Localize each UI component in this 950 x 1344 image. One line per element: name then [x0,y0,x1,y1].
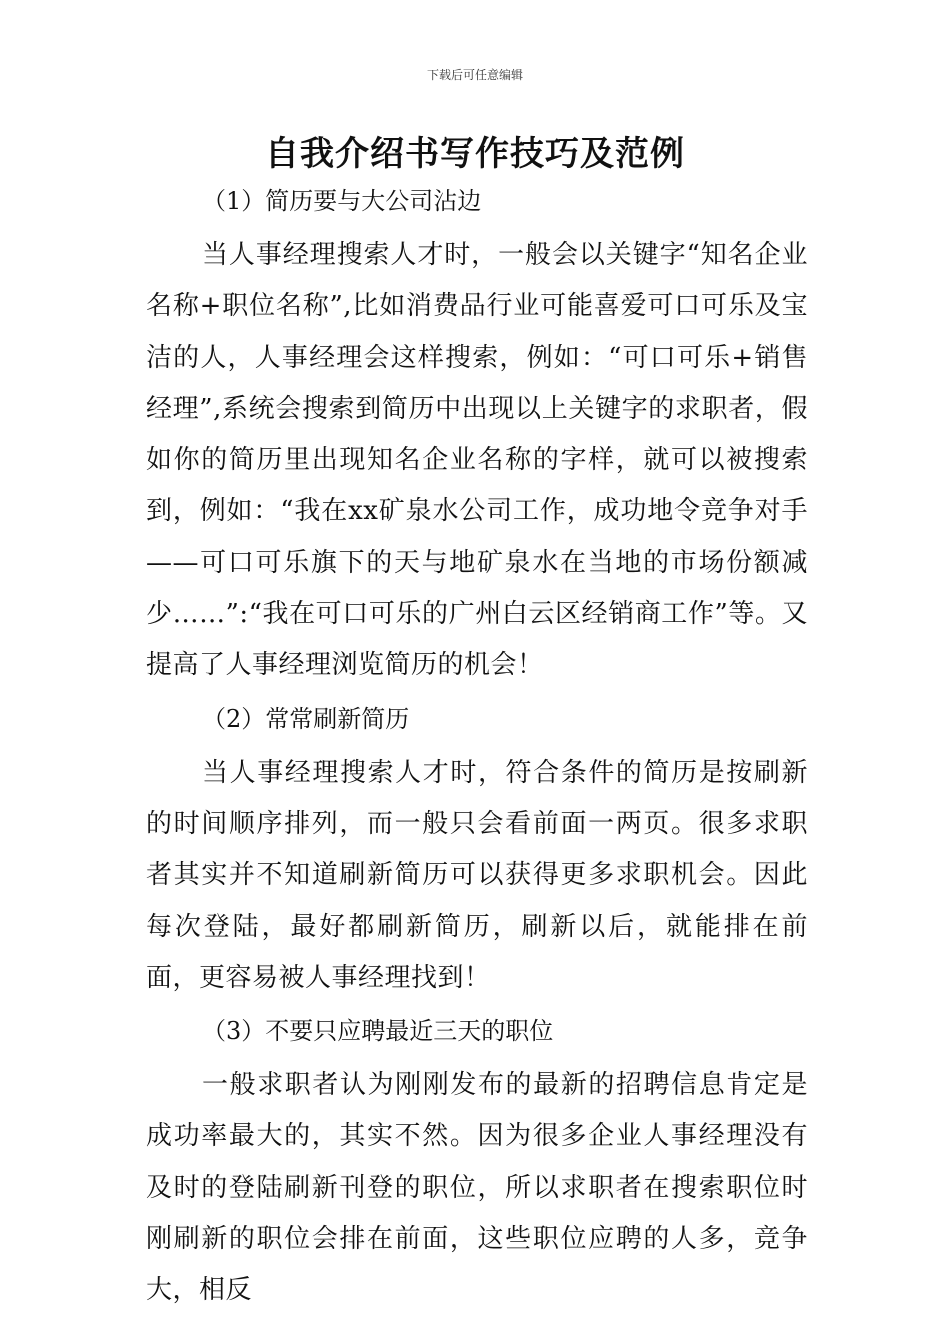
header-note: 下载后可任意编辑 [426,68,523,82]
section-heading-1: （1）简历要与大公司沾边 [202,187,482,215]
document-body [146,178,808,1317]
section-paragraph-3: 一般求职者认为刚刚发布的最新的招聘信息肯定是成功率最大的，其实不然。因为很多企业人事经理没有及时的登陆刷新刊登的职位，所以求职者在搜索职位时刚刷新的职位会排在前面，这些职位应聘的人多，竞争大，相反 [146,1070,808,1306]
section-paragraph-2: 当人事经理搜索人才时，符合条件的简历是按刷新的时间顺序排列，而一般只会看前面一两页。很多求职者其实并不知道刷新简历可以获得更多求职机会。因此每次登陆，最好都刷新简历，刷新以后，就能排在前面，更容易被人事经理找到！ [146,757,808,993]
section-paragraph-1: 当人事经理搜索人才时，一般会以关键字“知名企业名称+职位名称”,比如消费品行业可能喜爱可口可乐及宝洁的人，人事经理会这样搜索，例如：“可口可乐+销售经理”,系统会搜索到简历中出现以上关键字的求职者，假如你的简历里出现知名企业名称的字样，就可以被搜索到，例如：“我在xx矿泉水公司工作，成功地令竞争对手——可口可乐旗下的天与地矿泉水在当地的市场份额减少……”:“我在可口可乐的广州白云区经销商工作”等。又提高了人事经理浏览简历的机会！ [146,240,808,681]
document-title: 自我介绍书写作技巧及范例 [265,134,685,174]
section-heading-3: （3）不要只应聘最近三天的职位 [202,1017,554,1046]
section-heading-2: （2）常常刷新简历 [202,704,410,733]
